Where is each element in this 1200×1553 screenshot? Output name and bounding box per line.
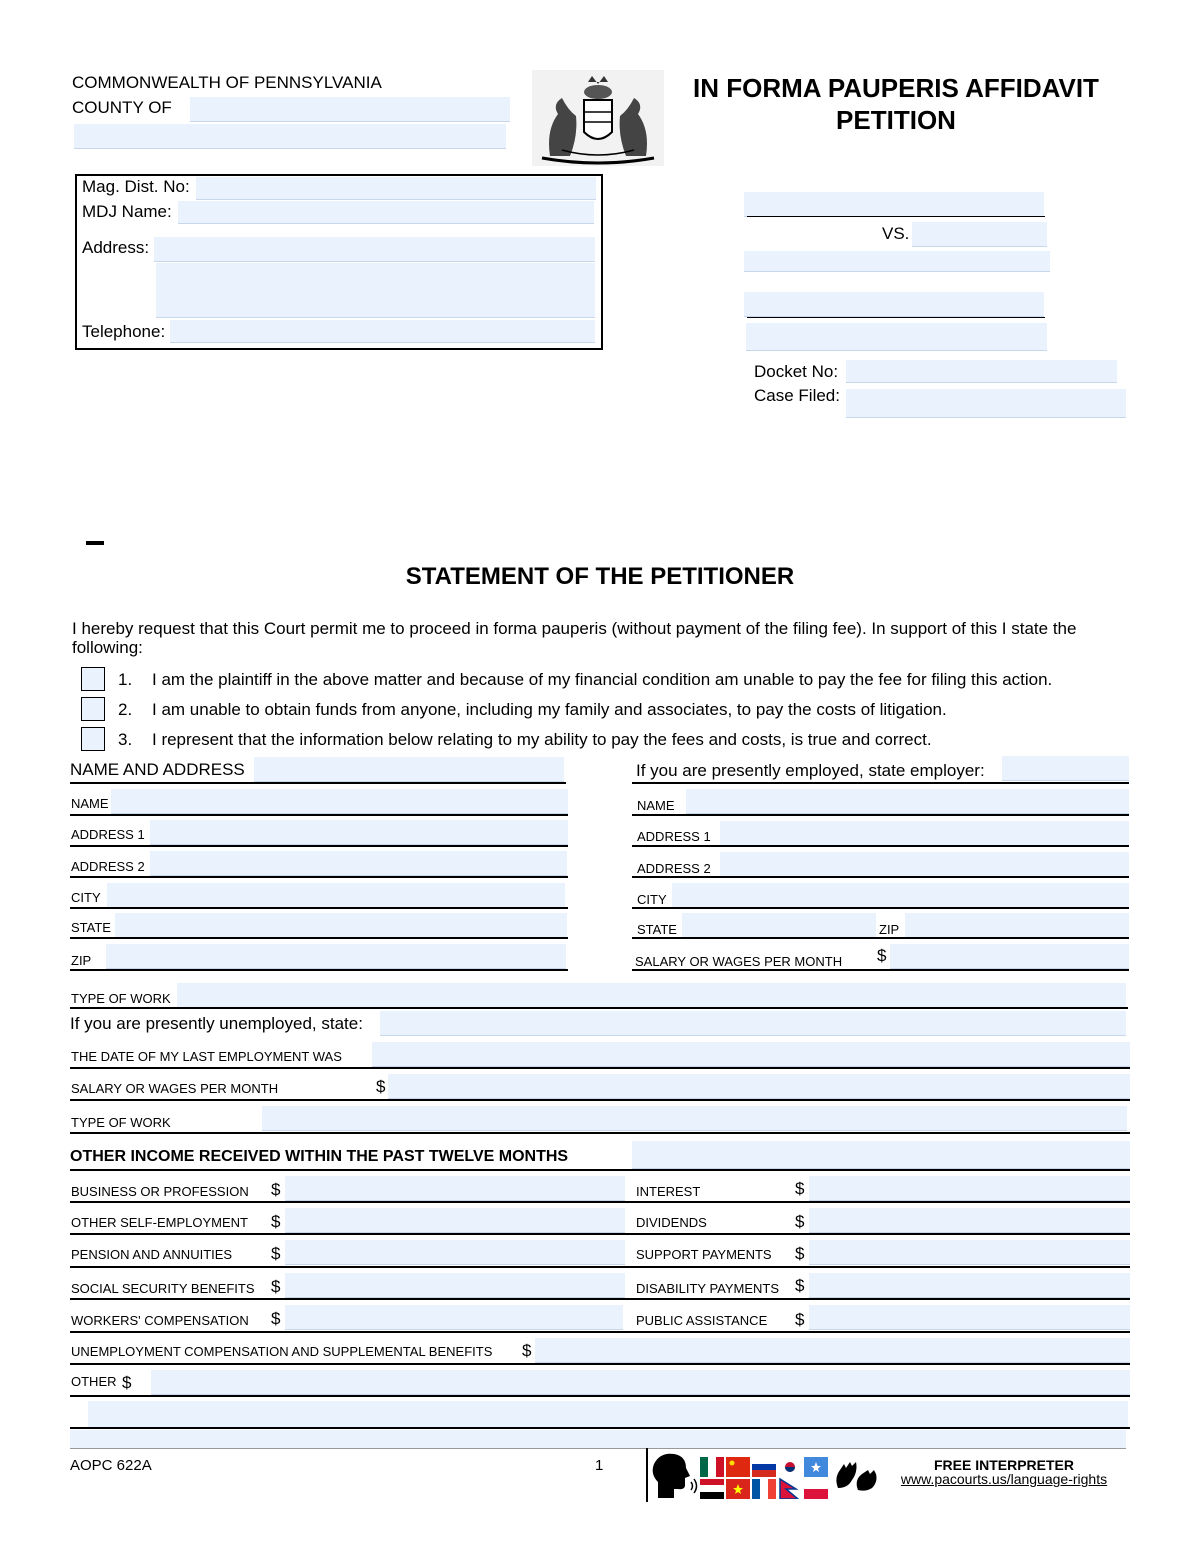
county-field[interactable] [190, 97, 510, 122]
form-id: AOPC 622A [70, 1457, 152, 1474]
language-flags-icon [700, 1457, 830, 1499]
support-field[interactable] [809, 1240, 1130, 1265]
language-rights-link[interactable]: www.pacourts.us/language-rights [900, 1471, 1108, 1487]
mdj-name-label: MDJ Name: [82, 202, 172, 221]
mark-dash [86, 541, 104, 545]
disability-field[interactable] [809, 1273, 1130, 1298]
case-filed-field[interactable] [846, 389, 1126, 418]
type-of-work-2-field[interactable] [262, 1106, 1127, 1131]
checkbox-3[interactable] [81, 727, 105, 751]
divider [70, 1169, 1130, 1171]
mdj-name-field[interactable] [178, 201, 594, 224]
salary-label: SALARY OR WAGES PER MONTH [71, 1081, 279, 1096]
address2-label: ADDRESS 2 [71, 859, 145, 874]
page-number: 1 [595, 1457, 604, 1474]
type-of-work-field[interactable] [177, 983, 1126, 1008]
other-field-3[interactable] [70, 1430, 1126, 1449]
divider [70, 814, 568, 816]
title-line1: IN FORMA PAUPERIS AFFIDAVIT [693, 73, 1099, 103]
currency: $ [795, 1244, 805, 1263]
divider [70, 937, 568, 939]
vs-label: VS. [882, 224, 910, 243]
divider [632, 845, 1129, 847]
other-field-2[interactable] [88, 1401, 1128, 1428]
telephone-field[interactable] [170, 320, 595, 343]
item-3-number: 3. [118, 730, 133, 749]
currency: $ [271, 1180, 281, 1199]
employer-state-field[interactable] [682, 913, 876, 938]
speaking-head-icon [650, 1452, 700, 1500]
docket-field[interactable] [846, 360, 1117, 383]
self-employment-field[interactable] [285, 1208, 625, 1233]
vs-field[interactable] [912, 222, 1047, 247]
employer-address2-label: ADDRESS 2 [637, 861, 711, 876]
employer-name-label: NAME [637, 798, 675, 813]
employer-salary-label: SALARY OR WAGES PER MONTH [635, 954, 843, 969]
interest-label: INTEREST [636, 1184, 701, 1199]
telephone-label: Telephone: [82, 322, 166, 341]
employer-zip-field[interactable] [905, 913, 1129, 938]
docket-label: Docket No: [754, 362, 839, 381]
sign-language-icon [832, 1458, 880, 1494]
pension-field[interactable] [285, 1240, 625, 1265]
salary-field[interactable] [388, 1074, 1130, 1099]
name-field[interactable] [111, 789, 568, 814]
unemployment-label: UNEMPLOYMENT COMPENSATION AND SUPPLEMENTAL BENEFITS [71, 1344, 493, 1359]
item-1-text: I am the plaintiff in the above matter and because of my financial condition am unable to pay the fee for filing this action. [152, 670, 1053, 689]
divider [70, 845, 568, 847]
statement-title: STATEMENT OF THE PETITIONER [405, 563, 795, 590]
unemployed-heading: If you are presently unemployed, state: [70, 1014, 363, 1033]
county-label: COUNTY OF [72, 98, 172, 117]
salary-currency: $ [376, 1077, 386, 1096]
currency: $ [522, 1341, 532, 1360]
address-label: Address: [82, 238, 150, 257]
pension-label: PENSION AND ANNUITIES [71, 1247, 233, 1262]
other-label: OTHER [71, 1374, 117, 1389]
public-assistance-label: PUBLIC ASSISTANCE [636, 1313, 768, 1328]
divider [70, 969, 568, 971]
divider [70, 1331, 1130, 1333]
defendant-line [747, 317, 1045, 318]
item-1-number: 1. [118, 670, 133, 689]
social-security-label: SOCIAL SECURITY BENEFITS [71, 1281, 255, 1296]
divider [70, 1395, 1130, 1397]
name-address-heading: NAME AND ADDRESS [70, 760, 245, 779]
type-of-work-2-label: TYPE OF WORK [71, 1115, 171, 1130]
divider [632, 876, 1129, 878]
employer-salary-field[interactable] [890, 944, 1129, 969]
divider [70, 1007, 1128, 1009]
other-field[interactable] [151, 1370, 1130, 1395]
plaintiff-field[interactable] [744, 192, 1044, 217]
currency: $ [795, 1310, 805, 1329]
interpreter-label: FREE INTERPRETER [933, 1457, 1074, 1473]
state-label: STATE [71, 920, 111, 935]
business-field[interactable] [285, 1176, 625, 1201]
interest-field[interactable] [809, 1176, 1130, 1201]
city-field[interactable] [107, 883, 565, 908]
divider [70, 1266, 1130, 1268]
self-employment-label: OTHER SELF-EMPLOYMENT [71, 1215, 248, 1230]
other-income-field[interactable] [632, 1141, 1130, 1169]
employer-salary-currency: $ [877, 946, 887, 965]
unemployment-field[interactable] [535, 1338, 1130, 1363]
divider [70, 1201, 1130, 1203]
divider [70, 876, 568, 878]
business-label: BUSINESS OR PROFESSION [71, 1184, 249, 1199]
unemployed-field[interactable] [380, 1011, 1126, 1036]
divider [632, 782, 1129, 784]
currency: $ [271, 1212, 281, 1231]
address2-field[interactable] [150, 851, 567, 876]
address-field[interactable] [154, 237, 595, 262]
statement-intro: I hereby request that this Court permit me to proceed in forma pauperis (without payment of the filing fee). In support of this I state the following: [72, 619, 1077, 657]
dividends-field[interactable] [809, 1208, 1130, 1233]
employer-address2-field[interactable] [720, 852, 1129, 877]
type-of-work-label: TYPE OF WORK [71, 991, 171, 1006]
mag-dist-label: Mag. Dist. No: [82, 177, 190, 196]
checkbox-2[interactable] [81, 697, 105, 721]
city-label: CITY [71, 890, 101, 905]
address1-label: ADDRESS 1 [71, 827, 145, 842]
divider [70, 782, 566, 784]
employer-city-field[interactable] [672, 883, 1129, 908]
zip-field[interactable] [106, 944, 566, 969]
divider [632, 907, 1129, 909]
employer-address1-field[interactable] [720, 821, 1129, 846]
defendant-field-2[interactable] [746, 323, 1047, 351]
workers-comp-field[interactable] [285, 1305, 623, 1330]
divider [70, 907, 568, 909]
item-2-number: 2. [118, 700, 133, 719]
checkbox-1[interactable] [81, 667, 105, 691]
title-line2: PETITION [836, 105, 956, 135]
public-assistance-field[interactable] [809, 1305, 1130, 1330]
divider [632, 814, 1129, 816]
divider [70, 1067, 1130, 1069]
workers-comp-label: WORKERS' COMPENSATION [71, 1313, 249, 1328]
currency: $ [271, 1309, 281, 1328]
divider [70, 1233, 1130, 1235]
employer-name-field[interactable] [686, 789, 1129, 814]
currency: $ [271, 1244, 281, 1263]
employer-zip-label: ZIP [879, 922, 900, 937]
support-label: SUPPORT PAYMENTS [636, 1247, 772, 1262]
employer-state-label: STATE [637, 922, 677, 937]
address1-field[interactable] [150, 820, 568, 845]
address-field-2[interactable] [156, 263, 595, 318]
divider [632, 937, 1129, 939]
employer-city-label: CITY [637, 892, 667, 907]
currency: $ [271, 1277, 281, 1296]
commonwealth-label: COMMONWEALTH OF PENNSYLVANIA [72, 73, 382, 92]
dividends-label: DIVIDENDS [636, 1215, 707, 1230]
case-filed-label: Case Filed: [754, 386, 840, 405]
currency: $ [795, 1276, 805, 1295]
social-security-field[interactable] [285, 1273, 625, 1298]
defendant-field[interactable] [744, 292, 1044, 317]
divider [70, 1363, 1130, 1365]
currency: $ [795, 1212, 805, 1231]
divider [70, 1132, 1130, 1134]
last-employment-label: THE DATE OF MY LAST EMPLOYMENT WAS [71, 1049, 342, 1064]
state-field[interactable] [115, 913, 567, 938]
last-employment-field[interactable] [372, 1042, 1130, 1067]
employer-heading: If you are presently employed, state employer: [636, 761, 985, 780]
disability-label: DISABILITY PAYMENTS [636, 1281, 780, 1296]
name-address-heading-field[interactable] [254, 757, 564, 782]
footer-divider [646, 1448, 648, 1502]
item-2-text: I am unable to obtain funds from anyone, including my family and associates, to pay the costs of litigation. [152, 700, 947, 719]
pennsylvania-seal-icon [532, 70, 664, 166]
currency: $ [122, 1373, 132, 1392]
divider [70, 1427, 1130, 1429]
employer-heading-field[interactable] [1002, 756, 1129, 781]
item-3-text: I represent that the information below relating to my ability to pay the fees and costs, is true and correct. [152, 730, 932, 749]
county-field-2[interactable] [74, 124, 506, 149]
plaintiff-line [747, 216, 1045, 217]
divider [70, 1099, 1130, 1101]
zip-label: ZIP [71, 953, 92, 968]
divider [632, 969, 1129, 971]
divider [70, 1298, 1130, 1300]
other-income-heading: OTHER INCOME RECEIVED WITHIN THE PAST TWELVE MONTHS [70, 1148, 569, 1165]
vs-field-2[interactable] [744, 251, 1050, 272]
employer-address1-label: ADDRESS 1 [637, 829, 711, 844]
name-label: NAME [71, 796, 109, 811]
currency: $ [795, 1179, 805, 1198]
mag-dist-field[interactable] [196, 177, 596, 200]
